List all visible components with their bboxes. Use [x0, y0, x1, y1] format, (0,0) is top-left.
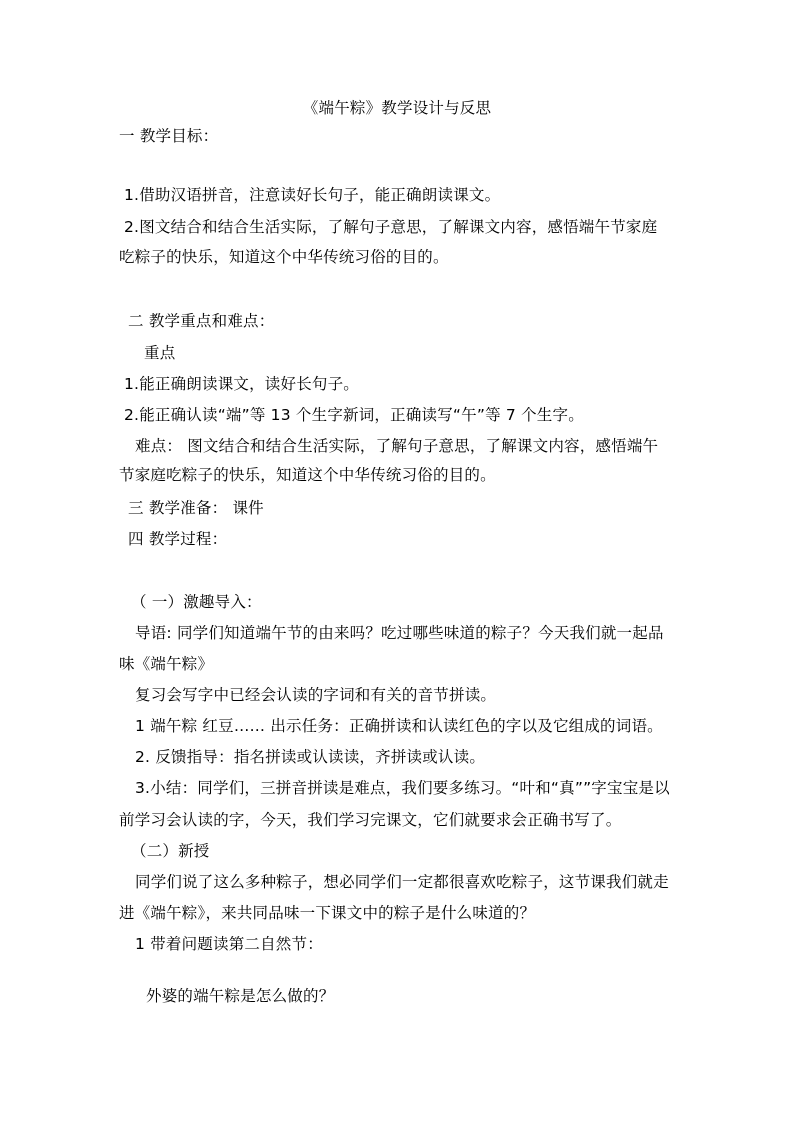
goal-item-1: 1.借助汉语拼音，注意读好长句子，能正确朗读课文。: [124, 186, 501, 204]
new-lesson-text: 同学们说了这么多种粽子，想必同学们一定都很喜欢吃粽子，这节课我们就走: [135, 873, 669, 891]
key-point-1: 1.能正确朗读课文，读好长句子。: [124, 375, 359, 393]
difficulty-text: 难点： 图文结合和结合生活实际，了解句子意思，了解课文内容，感悟端午: [135, 437, 659, 455]
document-title: 《端午粽》教学设计与反思: [302, 99, 492, 117]
intro-text-cont: 味《端午粽》: [119, 655, 214, 673]
section-heading-key-points: 二 教学重点和难点：: [128, 312, 275, 330]
key-point-2: 2.能正确认读“端”等 13 个生字新词，正确读写“午”等 7 个生字。: [124, 406, 584, 424]
review-text: 复习会写字中已经会认读的字词和有关的音节拼读。: [135, 686, 497, 704]
section-heading-goals: 一 教学目标：: [119, 127, 219, 145]
subheading-new-lesson: （二）新授: [131, 842, 210, 860]
goal-item-2: 2.图文结合和结合生活实际，了解句子意思，了解课文内容，感悟端午节家庭: [124, 218, 658, 236]
difficulty-text-cont: 节家庭吃粽子的快乐，知道这个中华传统习俗的目的。: [119, 466, 496, 484]
review-item-1: 1 端午粽 红豆…… 出示任务：正确拼读和认读红色的字以及它组成的词语。: [135, 717, 663, 735]
review-item-3-cont: 前学习会认读的字，今天，我们学习完课文，它们就要求会正确书写了。: [119, 811, 622, 829]
goal-item-2-cont: 吃粽子的快乐，知道这个中华传统习俗的目的。: [119, 248, 449, 266]
review-item-3: 3.小结：同学们，三拼音拼读是难点，我们要多练习。“叶和“真””字宝宝是以: [135, 779, 670, 797]
review-item-2: 2. 反馈指导：指名拼读或认读读，齐拼读或认读。: [135, 748, 486, 766]
section-heading-preparation: 三 教学准备： 课件: [128, 499, 264, 517]
new-lesson-text-cont: 进《端午粽》，来共同品味一下课文中的粽子是什么味道的？: [119, 904, 536, 922]
subheading-intro: （ 一）激趣导入：: [131, 593, 262, 611]
intro-text: 导语: 同学们知道端午节的由来吗？吃过哪些味道的粽子？今天我们就一起品: [135, 624, 664, 642]
reading-task: 1 带着问题读第二自然节：: [135, 935, 323, 953]
reading-question: 外婆的端午粽是怎么做的？: [146, 987, 335, 1005]
key-points-label: 重点: [144, 344, 176, 362]
section-heading-process: 四 教学过程：: [128, 530, 228, 548]
